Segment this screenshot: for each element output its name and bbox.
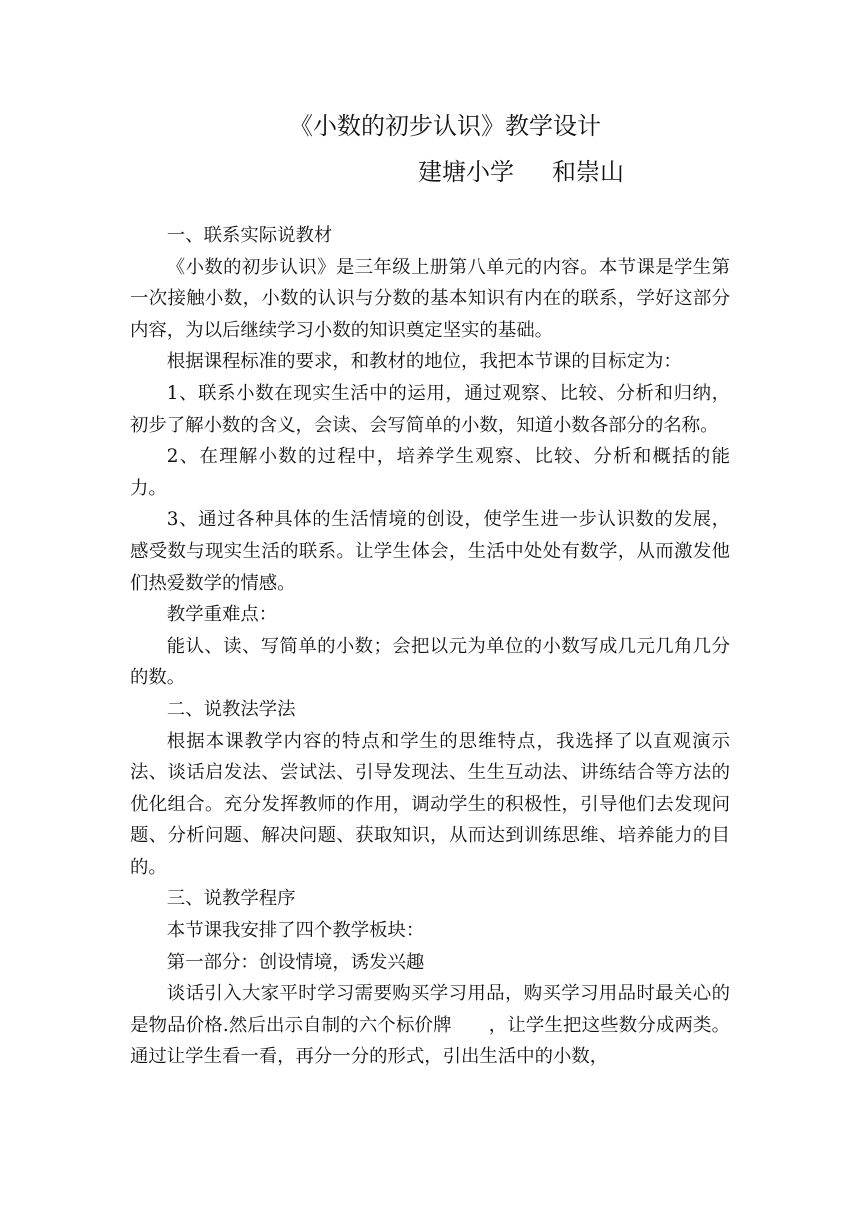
objective-item-2: 2、在理解小数的过程中，培养学生观察、比较、分析和概括的能力。 xyxy=(130,446,730,499)
key-points-heading: 教学重难点： xyxy=(166,604,278,626)
part-heading-1: 第一部分：创设情境，诱发兴趣 xyxy=(166,951,425,973)
section-heading-1: 一、联系实际说教材 xyxy=(166,225,333,246)
document-body xyxy=(130,220,730,1073)
paragraph: 谈话引入大家平时学习需要购买学习用品，购买学习用品时最关心的是物品价格.然后出示自制的六个标价牌 ，让学生把这些数分成两类。通过让学生看一看，再分一分的形式，引出生活中的小数， xyxy=(130,983,730,1068)
objective-item-3: 3、通过各种具体的生活情境的创设，使学生进一步认识数的发展，感受数与现实生活的联系。让学生体会，生活中处处有数学，从而激发他们热爱数学的情感。 xyxy=(130,509,730,594)
paragraph: 能认、读、写简单的小数；会把以元为单位的小数写成几元几角几分的数。 xyxy=(130,635,730,689)
paragraph: 根据课程标准的要求，和教材的地位，我把本节课的目标定为： xyxy=(166,351,682,373)
author-line xyxy=(418,154,624,190)
paragraph: 根据本课教学内容的特点和学生的思维特点，我选择了以直观演示法、谈话启发法、尝试法、引导发现法、生生互动法、讲练结合等方法的优化组合。充分发挥教师的作用，调动学生的积极性，引导他们去发现问题、分析问题、解决问题、获取知识，从而达到训练思维、培养能力的目的。 xyxy=(130,730,730,878)
section-heading-3: 三、说教学程序 xyxy=(166,888,296,910)
objective-item-1: 1、联系小数在现实生活中的运用，通过观察、比较、分析和归纳，初步了解小数的含义，会读、会写简单的小数，知道小数各部分的名称。 xyxy=(130,382,730,436)
paragraph: 《小数的初步认识》是三年级上册第八单元的内容。本节课是学生第一次接触小数，小数的认识与分数的基本知识有内在的联系，学好这部分内容，为以后继续学习小数的知识奠定坚实的基础。 xyxy=(130,256,730,341)
paragraph: 本节课我安排了四个教学板块： xyxy=(166,920,425,942)
school-name: 建塘小学 xyxy=(418,158,514,186)
section-heading-2: 二、说教法学法 xyxy=(166,698,296,720)
author-name: 和崇山 xyxy=(552,158,624,186)
document-title: 《小数的初步认识》教学设计 xyxy=(289,112,601,140)
